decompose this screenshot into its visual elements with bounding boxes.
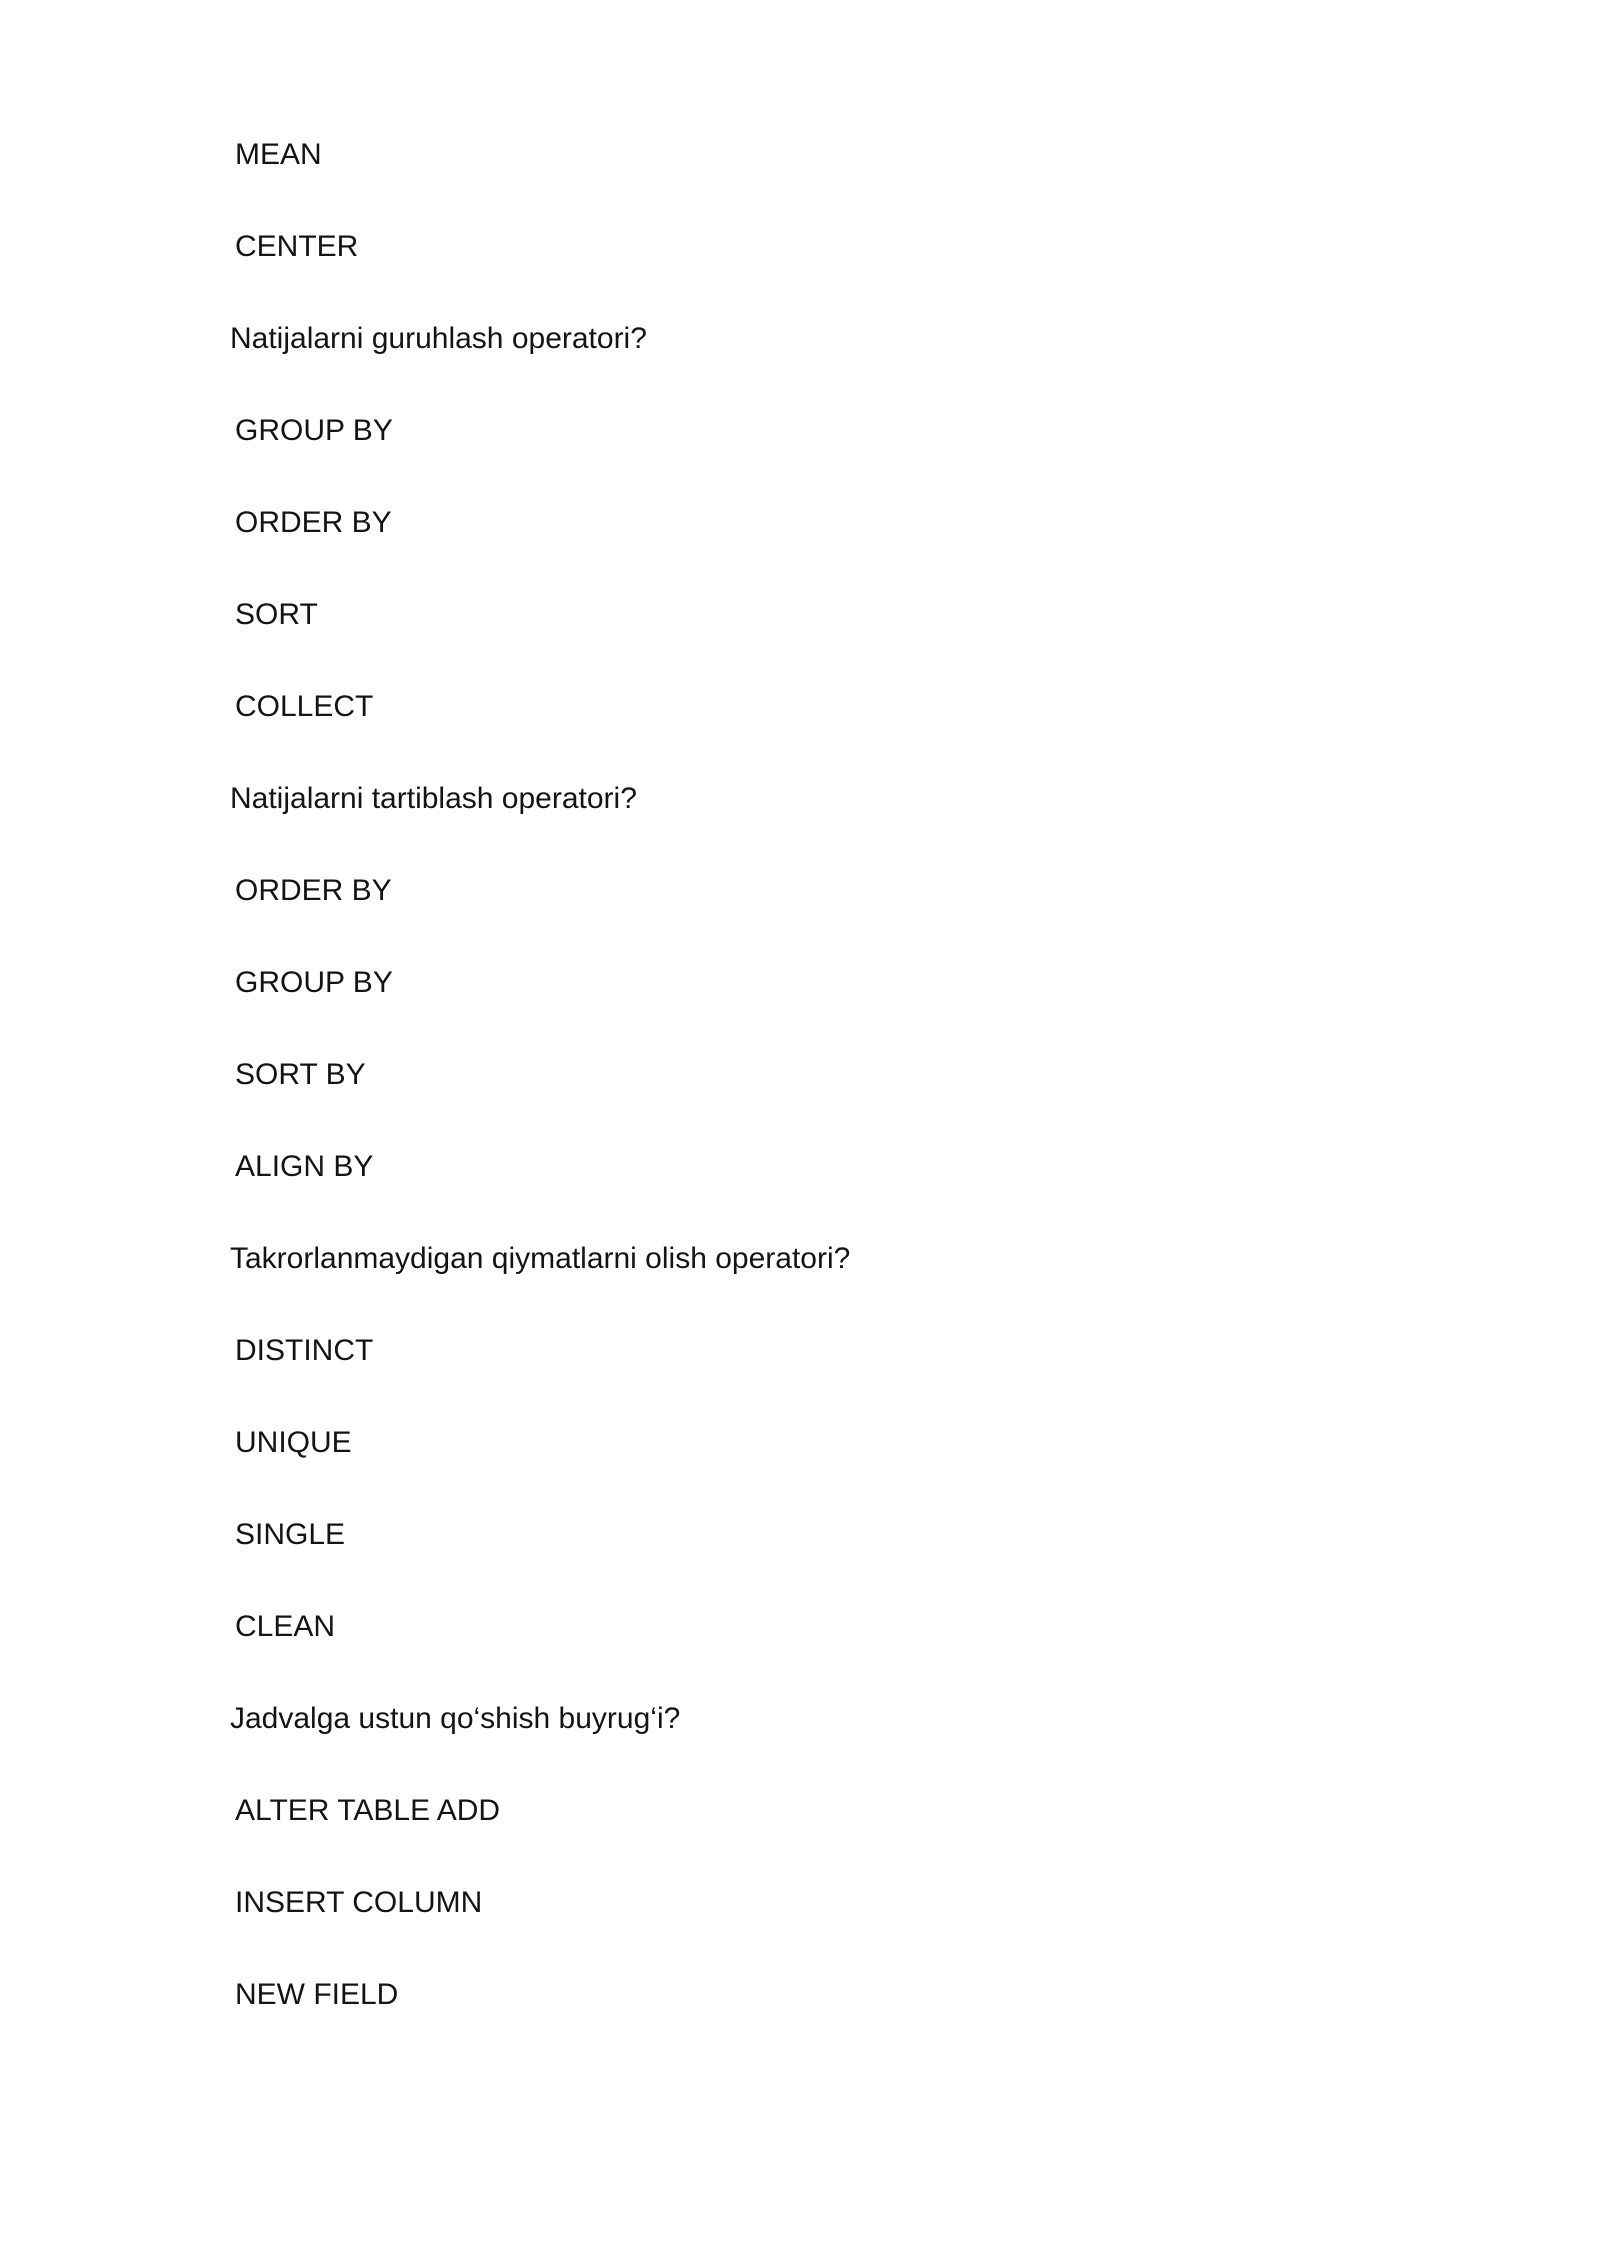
answer-option-line [230, 1336, 1370, 1428]
document-body [230, 140, 1370, 2072]
answer-option-text: UNIQUE [235, 1426, 352, 1459]
answer-option-line [230, 1428, 1370, 1520]
answer-option-line [230, 1980, 1370, 2072]
answer-option-line [230, 692, 1370, 784]
answer-option-text: GROUP BY [235, 414, 393, 447]
answer-option-text: SINGLE [235, 1518, 346, 1551]
answer-option-text: CLEAN [235, 1610, 336, 1643]
question-line [230, 784, 1370, 876]
answer-option-text: GROUP BY [235, 966, 393, 999]
answer-option-line [230, 968, 1370, 1060]
answer-option-text: ALIGN BY [235, 1150, 374, 1183]
answer-option-line [230, 876, 1370, 968]
answer-option-line [230, 1612, 1370, 1704]
answer-option-line [230, 1060, 1370, 1152]
question-text: Jadvalga ustun qo‘shish buyrug‘i? [230, 1702, 681, 1735]
answer-option-text: ALTER TABLE ADD [235, 1794, 501, 1827]
answer-option-line [230, 1888, 1370, 1980]
answer-option-text: CENTER [235, 230, 359, 263]
question-line [230, 1244, 1370, 1336]
question-line [230, 1704, 1370, 1796]
answer-option-text: INSERT COLUMN [235, 1886, 483, 1919]
question-line [230, 324, 1370, 416]
answer-option-text: MEAN [235, 138, 322, 171]
answer-option-line [230, 1796, 1370, 1888]
answer-option-text: SORT [235, 598, 318, 631]
answer-option-line [230, 416, 1370, 508]
answer-option-text: ORDER BY [235, 506, 392, 539]
answer-option-text: NEW FIELD [235, 1978, 399, 2011]
question-text: Natijalarni guruhlash operatori? [230, 322, 647, 355]
answer-option-line [230, 232, 1370, 324]
question-text: Takrorlanmaydigan qiymatlarni olish operatori? [230, 1242, 851, 1275]
answer-option-text: ORDER BY [235, 874, 392, 907]
answer-option-text: DISTINCT [235, 1334, 374, 1367]
answer-option-text: COLLECT [235, 690, 374, 723]
question-text: Natijalarni tartiblash operatori? [230, 782, 637, 815]
answer-option-line [230, 140, 1370, 232]
answer-option-line [230, 1520, 1370, 1612]
answer-option-line [230, 508, 1370, 600]
answer-option-line [230, 600, 1370, 692]
answer-option-text: SORT BY [235, 1058, 366, 1091]
answer-option-line [230, 1152, 1370, 1244]
